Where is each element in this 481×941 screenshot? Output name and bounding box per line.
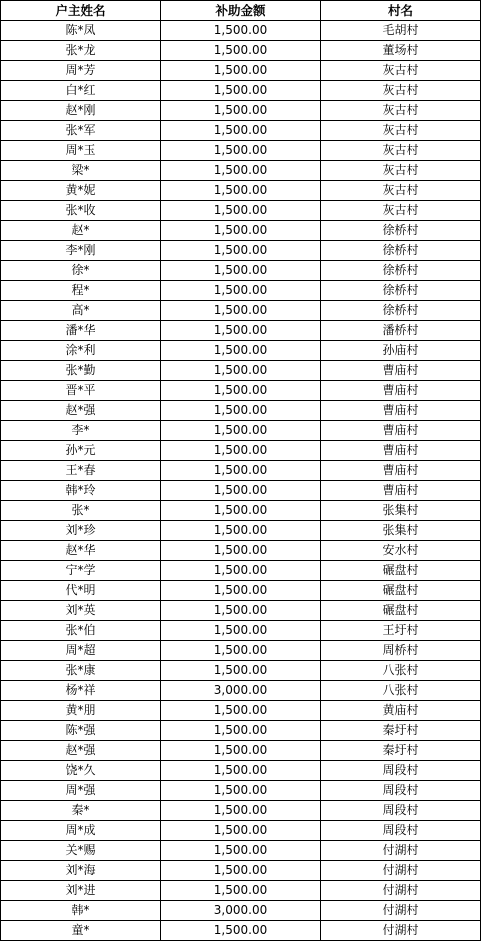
- cell-village-name[interactable]: 灰古村: [321, 101, 481, 121]
- cell-subsidy-amount[interactable]: 1,500.00: [161, 241, 321, 261]
- table-row: [1, 201, 481, 221]
- cell-householder-name[interactable]: 张*龙: [1, 41, 161, 61]
- cell-village-name[interactable]: 付湖村: [321, 841, 481, 861]
- cell-village-name[interactable]: 毛胡村: [321, 21, 481, 41]
- cell-householder-name[interactable]: 张*: [1, 501, 161, 521]
- cell-householder-name[interactable]: 梁*: [1, 161, 161, 181]
- table-row: [1, 41, 481, 61]
- cell-householder-name[interactable]: 秦*: [1, 801, 161, 821]
- cell-village-name[interactable]: 徐桥村: [321, 301, 481, 321]
- table-row: [1, 161, 481, 181]
- cell-subsidy-amount[interactable]: 1,500.00: [161, 81, 321, 101]
- table-row: [1, 141, 481, 161]
- cell-village-name[interactable]: 付湖村: [321, 881, 481, 901]
- cell-village-name[interactable]: 安水村: [321, 541, 481, 561]
- table-row: [1, 241, 481, 261]
- cell-village-name[interactable]: 八张村: [321, 681, 481, 701]
- cell-subsidy-amount[interactable]: 1,500.00: [161, 321, 321, 341]
- cell-householder-name[interactable]: 张*勤: [1, 361, 161, 381]
- cell-householder-name[interactable]: 赵*强: [1, 401, 161, 421]
- cell-householder-name[interactable]: 韩*: [1, 901, 161, 921]
- table-row: [1, 601, 481, 621]
- cell-village-name[interactable]: 张集村: [321, 501, 481, 521]
- table-row: [1, 381, 481, 401]
- cell-subsidy-amount[interactable]: 1,500.00: [161, 821, 321, 841]
- cell-village-name[interactable]: 付湖村: [321, 901, 481, 921]
- cell-village-name[interactable]: 周段村: [321, 821, 481, 841]
- table-row: [1, 901, 481, 921]
- cell-subsidy-amount[interactable]: 1,500.00: [161, 141, 321, 161]
- cell-householder-name[interactable]: 晋*平: [1, 381, 161, 401]
- table-row: [1, 621, 481, 641]
- cell-subsidy-amount[interactable]: 1,500.00: [161, 261, 321, 281]
- cell-householder-name[interactable]: 关*赐: [1, 841, 161, 861]
- cell-village-name[interactable]: 曹庙村: [321, 441, 481, 461]
- cell-village-name[interactable]: 碾盘村: [321, 561, 481, 581]
- cell-subsidy-amount[interactable]: 1,500.00: [161, 861, 321, 881]
- cell-subsidy-amount[interactable]: 1,500.00: [161, 461, 321, 481]
- cell-householder-name[interactable]: 刘*海: [1, 861, 161, 881]
- cell-householder-name[interactable]: 李*: [1, 421, 161, 441]
- cell-subsidy-amount[interactable]: 1,500.00: [161, 561, 321, 581]
- table-row: [1, 121, 481, 141]
- table-row: [1, 21, 481, 41]
- cell-village-name[interactable]: 徐桥村: [321, 241, 481, 261]
- table-row: [1, 641, 481, 661]
- cell-subsidy-amount[interactable]: 1,500.00: [161, 381, 321, 401]
- cell-subsidy-amount[interactable]: 1,500.00: [161, 601, 321, 621]
- cell-householder-name[interactable]: 刘*英: [1, 601, 161, 621]
- cell-subsidy-amount[interactable]: 1,500.00: [161, 481, 321, 501]
- cell-subsidy-amount[interactable]: 1,500.00: [161, 61, 321, 81]
- cell-householder-name[interactable]: 黄*妮: [1, 181, 161, 201]
- table-row: [1, 881, 481, 901]
- table-row: [1, 261, 481, 281]
- table-row: [1, 781, 481, 801]
- cell-village-name[interactable]: 付湖村: [321, 921, 481, 941]
- table-row: [1, 221, 481, 241]
- cell-householder-name[interactable]: 白*红: [1, 81, 161, 101]
- cell-subsidy-amount[interactable]: 1,500.00: [161, 801, 321, 821]
- cell-householder-name[interactable]: 周*强: [1, 781, 161, 801]
- table-row: [1, 741, 481, 761]
- cell-subsidy-amount[interactable]: 1,500.00: [161, 161, 321, 181]
- cell-village-name[interactable]: 秦圩村: [321, 721, 481, 741]
- cell-subsidy-amount[interactable]: 1,500.00: [161, 21, 321, 41]
- cell-householder-name[interactable]: 韩*玲: [1, 481, 161, 501]
- cell-subsidy-amount[interactable]: 1,500.00: [161, 101, 321, 121]
- table-row: [1, 401, 481, 421]
- header-village-name[interactable]: 村名: [321, 1, 481, 21]
- cell-householder-name[interactable]: 代*明: [1, 581, 161, 601]
- cell-subsidy-amount[interactable]: 1,500.00: [161, 41, 321, 61]
- cell-subsidy-amount[interactable]: 1,500.00: [161, 761, 321, 781]
- table-row: [1, 581, 481, 601]
- cell-village-name[interactable]: 潘桥村: [321, 321, 481, 341]
- cell-subsidy-amount[interactable]: 1,500.00: [161, 361, 321, 381]
- table-row: [1, 861, 481, 881]
- table-row: [1, 461, 481, 481]
- cell-subsidy-amount[interactable]: 1,500.00: [161, 661, 321, 681]
- cell-subsidy-amount[interactable]: 1,500.00: [161, 301, 321, 321]
- cell-subsidy-amount[interactable]: 1,500.00: [161, 281, 321, 301]
- cell-village-name[interactable]: 徐桥村: [321, 261, 481, 281]
- table-row: [1, 681, 481, 701]
- cell-householder-name[interactable]: 陈*凤: [1, 21, 161, 41]
- cell-subsidy-amount[interactable]: 1,500.00: [161, 581, 321, 601]
- cell-householder-name[interactable]: 赵*: [1, 221, 161, 241]
- cell-village-name[interactable]: 王圩村: [321, 621, 481, 641]
- table-row: [1, 481, 481, 501]
- cell-subsidy-amount[interactable]: 1,500.00: [161, 721, 321, 741]
- cell-subsidy-amount[interactable]: 3,000.00: [161, 901, 321, 921]
- header-householder-name[interactable]: 户主姓名: [1, 1, 161, 21]
- cell-householder-name[interactable]: 涂*利: [1, 341, 161, 361]
- cell-village-name[interactable]: 灰古村: [321, 121, 481, 141]
- cell-village-name[interactable]: 灰古村: [321, 141, 481, 161]
- table-row: [1, 821, 481, 841]
- table-row: [1, 701, 481, 721]
- cell-village-name[interactable]: 碾盘村: [321, 601, 481, 621]
- cell-subsidy-amount[interactable]: 1,500.00: [161, 641, 321, 661]
- table-row: [1, 441, 481, 461]
- table-row: [1, 501, 481, 521]
- cell-village-name[interactable]: 曹庙村: [321, 401, 481, 421]
- cell-subsidy-amount[interactable]: 1,500.00: [161, 921, 321, 941]
- table-row: [1, 301, 481, 321]
- table-row: [1, 521, 481, 541]
- cell-village-name[interactable]: 灰古村: [321, 61, 481, 81]
- cell-householder-name[interactable]: 赵*强: [1, 741, 161, 761]
- cell-village-name[interactable]: 曹庙村: [321, 361, 481, 381]
- table-row: [1, 81, 481, 101]
- table-row: [1, 421, 481, 441]
- table-row: [1, 841, 481, 861]
- cell-village-name[interactable]: 周段村: [321, 801, 481, 821]
- table-row: [1, 801, 481, 821]
- cell-village-name[interactable]: 周段村: [321, 781, 481, 801]
- cell-householder-name[interactable]: 周*芳: [1, 61, 161, 81]
- cell-householder-name[interactable]: 高*: [1, 301, 161, 321]
- table-row: [1, 341, 481, 361]
- cell-subsidy-amount[interactable]: 1,500.00: [161, 341, 321, 361]
- cell-village-name[interactable]: 曹庙村: [321, 461, 481, 481]
- cell-householder-name[interactable]: 周*超: [1, 641, 161, 661]
- cell-subsidy-amount[interactable]: 1,500.00: [161, 741, 321, 761]
- cell-householder-name[interactable]: 童*: [1, 921, 161, 941]
- cell-village-name[interactable]: 秦圩村: [321, 741, 481, 761]
- cell-householder-name[interactable]: 张*收: [1, 201, 161, 221]
- cell-householder-name[interactable]: 王*春: [1, 461, 161, 481]
- cell-subsidy-amount[interactable]: 1,500.00: [161, 781, 321, 801]
- cell-village-name[interactable]: 周段村: [321, 761, 481, 781]
- cell-subsidy-amount[interactable]: 1,500.00: [161, 621, 321, 641]
- cell-householder-name[interactable]: 赵*华: [1, 541, 161, 561]
- cell-subsidy-amount[interactable]: 1,500.00: [161, 421, 321, 441]
- cell-village-name[interactable]: 曹庙村: [321, 481, 481, 501]
- cell-subsidy-amount[interactable]: 1,500.00: [161, 881, 321, 901]
- cell-householder-name[interactable]: 黄*朋: [1, 701, 161, 721]
- table-row: [1, 561, 481, 581]
- cell-village-name[interactable]: 董场村: [321, 41, 481, 61]
- cell-subsidy-amount[interactable]: 1,500.00: [161, 521, 321, 541]
- cell-village-name[interactable]: 碾盘村: [321, 581, 481, 601]
- cell-village-name[interactable]: 周桥村: [321, 641, 481, 661]
- cell-subsidy-amount[interactable]: 1,500.00: [161, 401, 321, 421]
- cell-subsidy-amount[interactable]: 1,500.00: [161, 701, 321, 721]
- cell-village-name[interactable]: 灰古村: [321, 181, 481, 201]
- cell-subsidy-amount[interactable]: 1,500.00: [161, 841, 321, 861]
- cell-householder-name[interactable]: 杨*祥: [1, 681, 161, 701]
- cell-village-name[interactable]: 灰古村: [321, 81, 481, 101]
- cell-householder-name[interactable]: 刘*珍: [1, 521, 161, 541]
- cell-village-name[interactable]: 灰古村: [321, 161, 481, 181]
- header-subsidy-amount[interactable]: 补助金额: [161, 1, 321, 21]
- cell-householder-name[interactable]: 李*刚: [1, 241, 161, 261]
- table-row: [1, 321, 481, 341]
- cell-village-name[interactable]: 徐桥村: [321, 221, 481, 241]
- table-row: [1, 181, 481, 201]
- cell-householder-name[interactable]: 徐*: [1, 261, 161, 281]
- cell-subsidy-amount[interactable]: 1,500.00: [161, 501, 321, 521]
- cell-village-name[interactable]: 张集村: [321, 521, 481, 541]
- cell-householder-name[interactable]: 张*康: [1, 661, 161, 681]
- table-row: [1, 541, 481, 561]
- cell-subsidy-amount[interactable]: 1,500.00: [161, 541, 321, 561]
- table-row: [1, 721, 481, 741]
- cell-village-name[interactable]: 曹庙村: [321, 381, 481, 401]
- header-row: [1, 1, 481, 21]
- table-row: [1, 101, 481, 121]
- cell-householder-name[interactable]: 张*伯: [1, 621, 161, 641]
- cell-village-name[interactable]: 曹庙村: [321, 421, 481, 441]
- cell-householder-name[interactable]: 周*成: [1, 821, 161, 841]
- table-row: [1, 281, 481, 301]
- cell-village-name[interactable]: 八张村: [321, 661, 481, 681]
- cell-householder-name[interactable]: 赵*刚: [1, 101, 161, 121]
- cell-householder-name[interactable]: 周*玉: [1, 141, 161, 161]
- table-body: [1, 21, 481, 941]
- table-row: [1, 661, 481, 681]
- cell-householder-name[interactable]: 宁*学: [1, 561, 161, 581]
- cell-householder-name[interactable]: 程*: [1, 281, 161, 301]
- table-row: [1, 361, 481, 381]
- table-row: [1, 921, 481, 941]
- cell-householder-name[interactable]: 刘*进: [1, 881, 161, 901]
- table-row: [1, 61, 481, 81]
- cell-householder-name[interactable]: 孙*元: [1, 441, 161, 461]
- cell-subsidy-amount[interactable]: 1,500.00: [161, 121, 321, 141]
- cell-subsidy-amount[interactable]: 3,000.00: [161, 681, 321, 701]
- cell-village-name[interactable]: 徐桥村: [321, 281, 481, 301]
- cell-householder-name[interactable]: 饶*久: [1, 761, 161, 781]
- cell-householder-name[interactable]: 潘*华: [1, 321, 161, 341]
- cell-householder-name[interactable]: 张*军: [1, 121, 161, 141]
- cell-subsidy-amount[interactable]: 1,500.00: [161, 441, 321, 461]
- cell-householder-name[interactable]: 陈*强: [1, 721, 161, 741]
- cell-village-name[interactable]: 灰古村: [321, 201, 481, 221]
- cell-village-name[interactable]: 黄庙村: [321, 701, 481, 721]
- cell-village-name[interactable]: 付湖村: [321, 861, 481, 881]
- cell-subsidy-amount[interactable]: 1,500.00: [161, 201, 321, 221]
- cell-village-name[interactable]: 孙庙村: [321, 341, 481, 361]
- cell-subsidy-amount[interactable]: 1,500.00: [161, 181, 321, 201]
- table-row: [1, 761, 481, 781]
- cell-subsidy-amount[interactable]: 1,500.00: [161, 221, 321, 241]
